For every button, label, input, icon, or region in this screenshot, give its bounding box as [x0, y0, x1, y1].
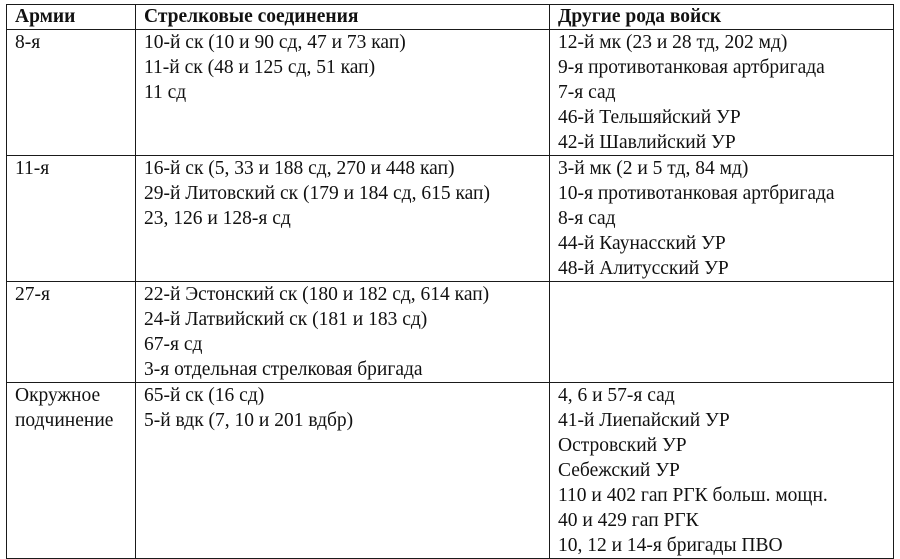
other-item: 4, 6 и 57-я сад [558, 385, 675, 406]
table-row [7, 30, 894, 156]
other-item: 110 и 402 гап РГК больш. мощн. [558, 485, 828, 506]
other-item: 10-я противотанковая артбригада [558, 183, 835, 204]
other-item: 48-й Алитусский УР [558, 258, 729, 279]
other-item: 9-я противотанковая артбригада [558, 57, 825, 78]
army-name: подчинение [15, 410, 114, 431]
rifle-item: 22-й Эстонский ск (180 и 182 сд, 614 кап) [144, 284, 490, 305]
army-name: 27-я [15, 284, 50, 305]
rifle-cell [136, 383, 550, 559]
other-item: 44-й Каунасский УР [558, 233, 726, 254]
other-cell [550, 156, 894, 282]
rifle-item: 24-й Латвийский ск (181 и 183 сд) [144, 309, 428, 330]
army-name: 11-я [15, 158, 50, 179]
rifle-cell [136, 30, 550, 156]
other-item: 7-я сад [558, 82, 616, 103]
army-cell [7, 282, 136, 383]
table-row [7, 282, 894, 383]
other-item: 10, 12 и 14-я бригады ПВО [558, 535, 783, 556]
rifle-cell [136, 156, 550, 282]
other-item: 8-я сад [558, 208, 616, 229]
rifle-item: 10-й ск (10 и 90 сд, 47 и 73 кап) [144, 32, 406, 53]
other-cell [550, 383, 894, 559]
armies-table [6, 4, 894, 559]
other-item: 41-й Лиепайский УР [558, 410, 730, 431]
header-row [7, 5, 894, 30]
rifle-item: 3-я отдельная стрелковая бригада [144, 359, 423, 380]
header-other-branches: Другие рода войск [550, 5, 894, 30]
army-name: Окружное [15, 385, 101, 406]
other-item: 46-й Тельшяйский УР [558, 107, 741, 128]
rifle-item: 5-й вдк (7, 10 и 201 вдбр) [144, 410, 354, 431]
table-row [7, 156, 894, 282]
army-name: 8-я [15, 32, 41, 53]
other-cell [550, 282, 894, 383]
other-item: Островский УР [558, 435, 687, 456]
rifle-item: 16-й ск (5, 33 и 188 сд, 270 и 448 кап) [144, 158, 455, 179]
other-cell [550, 30, 894, 156]
rifle-item: 29-й Литовский ск (179 и 184 сд, 615 кап) [144, 183, 490, 204]
header-armies: Армии [7, 5, 136, 30]
army-cell [7, 30, 136, 156]
header-rifle-formations: Стрелковые соединения [136, 5, 550, 30]
rifle-cell [136, 282, 550, 383]
other-item: 42-й Шавлийский УР [558, 132, 736, 153]
rifle-item: 11-й ск (48 и 125 сд, 51 кап) [144, 57, 376, 78]
other-item: Себежский УР [558, 460, 680, 481]
other-item: 3-й мк (2 и 5 тд, 84 мд) [558, 158, 749, 179]
army-cell [7, 383, 136, 559]
rifle-item: 65-й ск (16 сд) [144, 385, 265, 406]
rifle-item: 67-я сд [144, 334, 203, 355]
rifle-item: 23, 126 и 128-я сд [144, 208, 291, 229]
army-cell [7, 156, 136, 282]
table-row [7, 383, 894, 559]
rifle-item: 11 сд [144, 82, 187, 103]
other-item: 40 и 429 гап РГК [558, 510, 699, 531]
other-item: 12-й мк (23 и 28 тд, 202 мд) [558, 32, 788, 53]
